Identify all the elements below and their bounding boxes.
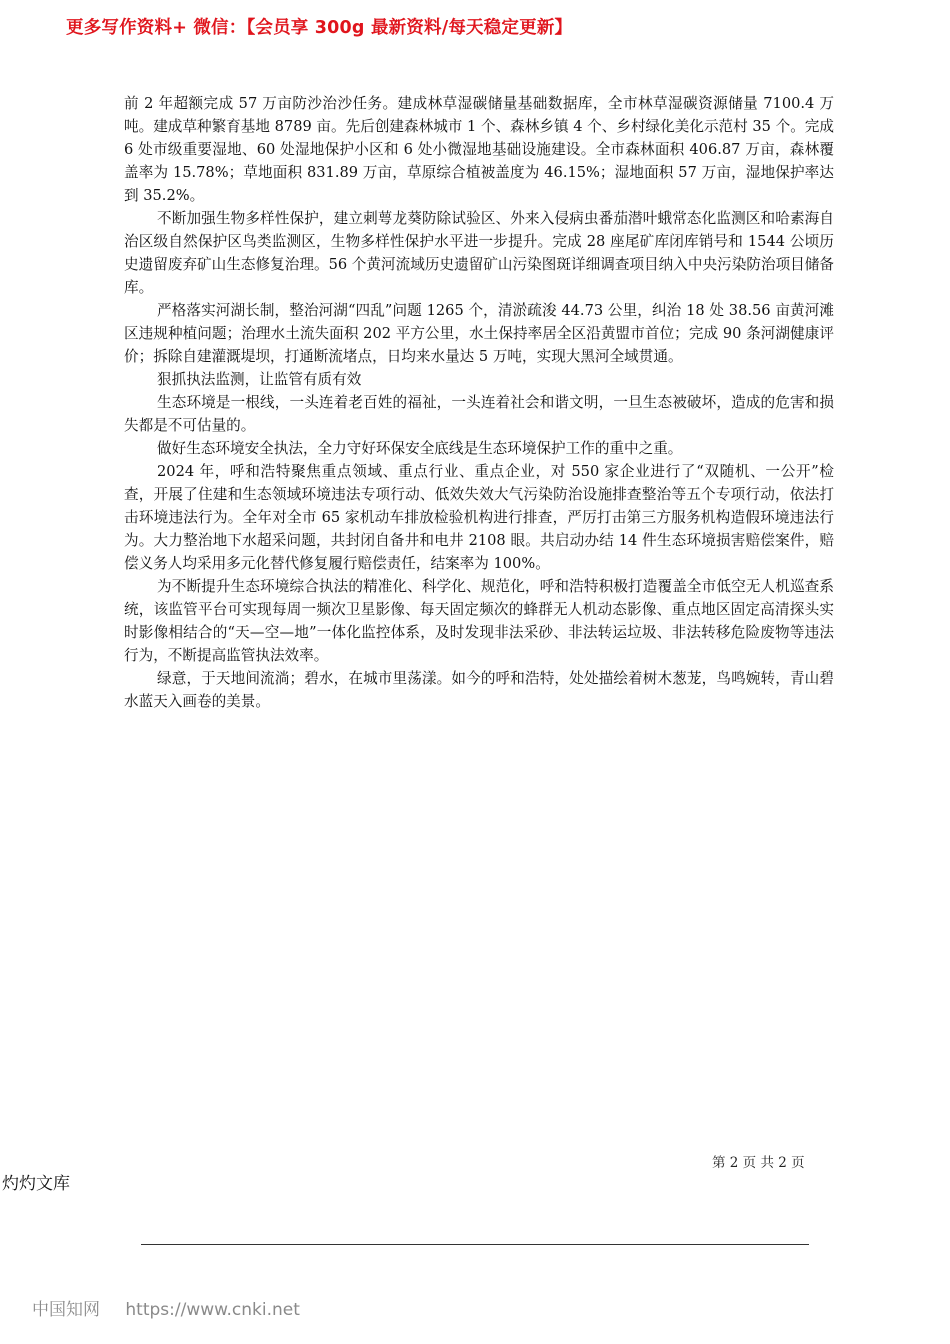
page-number: 第 2 页 共 2 页 [712,1155,805,1171]
promo-banner: 更多写作资料+ 微信：【会员享 300g 最新资料/每天稳定更新】 [66,18,573,38]
paragraph-ecology-line: 生态环境是一根线，一头连着老百姓的福祉，一头连着社会和谐文明，一旦生态被破坏，造成的危害和损失都是不可估量的。 [124,394,834,434]
paragraph-2024-inspections: 2024 年，呼和浩特聚焦重点领域、重点行业、重点企业，对 550 家企业进行了“双随机、一公开”检查，开展了住建和生态领域环境违法专项行动、低效失效大气污染防治设施排查整治等五个专项行动，依法打击环境违法行为。全年对全市 65 家机动车排放检验机构进行排查，严厉打击第三方服务机构造假环境违法行为。大力整治地下水超采问题，共封闭自备井和电井 2108 眼。共启动办结 14 件生态环境损害赔偿案件，赔偿义务人均采用多元化替代修复履行赔偿责任，结案率为 100%。 [124,463,834,572]
library-name: 灼灼文库 [2,1174,70,1194]
paragraph-biodiversity: 不断加强生物多样性保护，建立刺萼龙葵防除试验区、外来入侵病虫番茄潜叶蛾常态化监测区和哈素海自治区级自然保护区鸟类监测区，生物多样性保护水平进一步提升。完成 28 座尾矿库闭库销号和 1544 公顷历史遗留废弃矿山生态修复治理。56 个黄河流域历史遗留矿山污染图斑详细调查项目纳入中央污染防治项目储备库。 [124,210,834,296]
section-heading-law-enforcement: 狠抓执法监测，让监管有质有效 [157,371,362,388]
paragraph-closing: 绿意，于天地间流淌；碧水，在城市里荡漾。如今的呼和浩特，处处描绘着树木葱茏，鸟鸣婉转，青山碧水蓝天入画卷的美景。 [124,670,834,710]
paragraph-safety-enforcement: 做好生态环境安全执法，全力守好环保安全底线是生态环境保护工作的重中之重。 [157,440,683,457]
watermark [32,1295,300,1320]
footer-divider [141,1244,809,1245]
watermark-site-name: 中国知网 [32,1300,100,1320]
watermark-url: https://www.cnki.net [125,1300,300,1320]
paragraph-river-lake-chief: 严格落实河湖长制，整治河湖“四乱”问题 1265 个，清淤疏浚 44.73 公里，纠治 18 处 38.56 亩黄河滩区违规种植问题；治理水土流失面积 202 平方公里，水土保持率居全区沿黄盟市首位；完成 90 条河湖健康评价；拆除自建灌溉堤坝，打通断流堵点，日均来水量达 5 万吨，实现大黑河全域贯通。 [124,302,834,365]
document-body [124,92,834,713]
paragraph-forest-grass-wetland: 前 2 年超额完成 57 万亩防沙治沙任务。建成林草湿碳储量基础数据库，全市林草湿碳资源储量 7100.4 万吨。建成草种繁育基地 8789 亩。先后创建森林城市 1 个、森林乡镇 4 个、乡村绿化美化示范村 35 个。完成 6 处市级重要湿地、60 处湿地保护小区和 6 处小微湿地基础设施建设。全市森林面积 406.87 万亩，森林覆盖率为 15.78%；草地面积 831.89 万亩，草原综合植被盖度为 46.15%；湿地面积 57 万亩，湿地保护率达到 35.2%。 [124,95,834,204]
paragraph-drone-monitoring: 为不断提升生态环境综合执法的精准化、科学化、规范化，呼和浩特积极打造覆盖全市低空无人机巡查系统，该监管平台可实现每周一频次卫星影像、每天固定频次的蜂群无人机动态影像、重点地区固定高清探头实时影像相结合的“天—空—地”一体化监控体系，及时发现非法采砂、非法转运垃圾、非法转移危险废物等违法行为，不断提高监管执法效率。 [124,578,834,664]
